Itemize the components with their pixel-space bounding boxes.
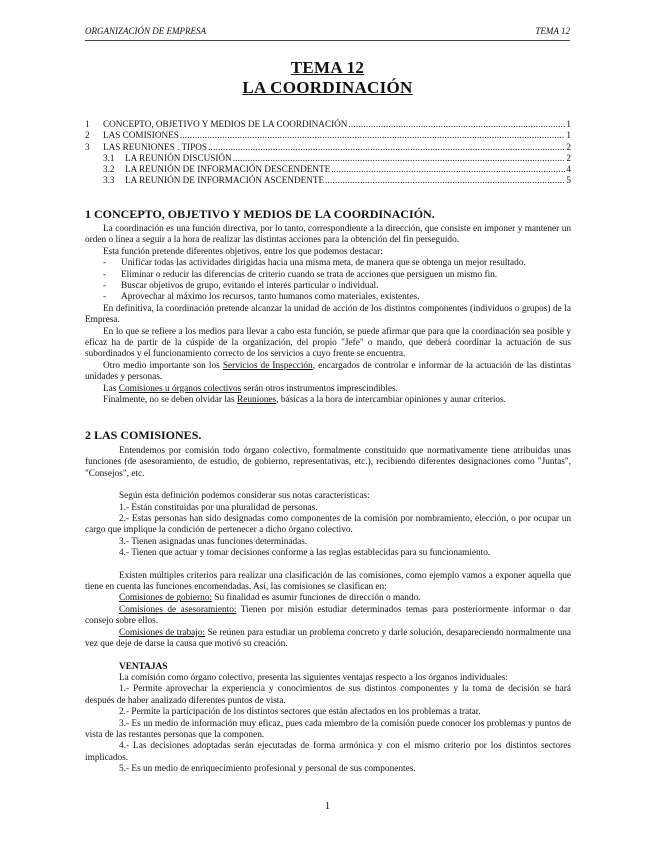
toc-entry[interactable] [85, 130, 571, 141]
list-item: 3.- Tienen asignadas unas funciones determinadas. [119, 536, 308, 547]
underlined-term: Servicios de Inspección [222, 360, 313, 371]
toc-leader [325, 175, 565, 186]
spacer [85, 560, 571, 571]
underlined-term: Comisiones u órganos colectivos [118, 383, 242, 394]
paragraph: En lo que se refiere a los medios para llevar a cabo esta función, se puede afirmar que para que la coordinación sea posible y eficaz ha de partir de la cúspide de la organización, del propio "Jefe" o mando, que deberá coordinar la actuación de sus subordinados y el funcionamiento correcto de los servicios a cuyo frente se encuentra. [85, 326, 571, 360]
toc-entry[interactable] [85, 119, 571, 130]
list-item: 4.- Las decisiones adoptadas serán ejecutadas de forma armónica y con el mismo criterio por los distintos sectores implicados. [85, 741, 571, 763]
paragraph: Según esta definición podemos considerar sus notas características: [119, 491, 370, 502]
list-item-text: Eliminar o reducir las diferencias de criterio cuando se trata de acciones que persiguen un mismo fin. [121, 269, 498, 280]
underlined-term: Comisiones de gobierno: [119, 593, 212, 604]
spacer [85, 651, 571, 662]
list-item-text: Unificar todas las actividades dirigidas hacia una misma meta, de manera que se obtenga un mejor resultado. [121, 258, 526, 269]
text: Finalmente, no se deben olvidar las [103, 395, 237, 406]
underlined-term: Reuniones [237, 395, 277, 406]
toc-title: LAS REUNIONES . TIPOS [103, 141, 207, 152]
subheading: VENTAJAS [119, 661, 168, 672]
toc-leader [208, 142, 565, 153]
table-of-contents [85, 119, 571, 187]
text: Tienen por misión estudiar determinados temas para posteriormente informar o dar consejo sobre ellos. [85, 604, 572, 627]
list-item: 2.- Estas personas han sido designadas como componentes de la comisión por nombramiento, elección, o por ocupar un cargo que implique la condición de pertenecer a dicho órgano colectivo. [85, 514, 571, 536]
toc-leader [180, 130, 566, 141]
list-item: 1.- Permite aprovechar la experiencia y conocimientos de sus distintos componentes y la toma de decisión se hará después de haber analizado diferentes puntos de vista. [85, 684, 571, 706]
toc-page: 2 [566, 152, 571, 163]
toc-title: LA REUNIÓN DE INFORMACIÓN DESCENDENTE [125, 164, 331, 175]
bullet-dash: - [103, 281, 107, 292]
list-item-text: Aprovechar al máximo los recursos, tanto humanos como materiales, existentes. [121, 292, 420, 303]
toc-entry[interactable] [85, 175, 571, 186]
paragraph: Entendemos por comisión todo órgano colectivo, formalmente constituido que normativamente tiene atribuidas unas funciones (de asesoramiento, de estudio, de gobierno, representativas, etc.), recibiendo diferentes designaciones como "Juntas", "Consejos", etc. [85, 446, 571, 479]
header-left: ORGANIZACIÓN DE EMPRESA [85, 26, 206, 36]
text: Las [103, 383, 119, 394]
list-item [85, 258, 571, 269]
spacer [85, 480, 571, 491]
toc-page: 1 [566, 130, 571, 141]
underlined-term: Comisiones de trabajo: [119, 627, 206, 638]
paragraph [85, 361, 571, 384]
text: serán otros instrumentos imprescindibles. [241, 383, 398, 394]
section-1-body [85, 224, 571, 407]
text: , encargados de controlar e informar de la actuación de las distintas unidades y personas. [85, 360, 571, 383]
list-item-text: Buscar objetivos de grupo, evitando el interés particular o individual. [121, 281, 379, 292]
header-right: TEMA 12 [535, 26, 570, 36]
toc-number: 3.3 [103, 175, 115, 186]
paragraph: Esta función pretende diferentes objetivos, entre los que podemos destacar: [103, 246, 383, 257]
toc-number: 3.2 [103, 164, 115, 175]
page-title [0, 58, 655, 98]
toc-title: LAS COMISIONES [103, 130, 179, 141]
text: , básicas a la hora de intercambiar opiniones y aunar criterios. [276, 395, 506, 406]
text: Su finalidad es asumir funciones de dirección o mando. [211, 593, 421, 604]
page-number: 1 [324, 800, 331, 812]
toc-leader [233, 153, 566, 164]
title-line-1: TEMA 12 [290, 58, 365, 77]
toc-entry[interactable] [85, 142, 571, 153]
list-item [85, 593, 571, 604]
list-item: 1.- Están constituidas por una pluralidad de personas. [119, 502, 318, 513]
list-item [85, 628, 571, 651]
toc-title: LA REUNIÓN DISCUSIÓN [125, 152, 232, 163]
text: Otro medio importante son los [103, 360, 223, 371]
list-item [85, 281, 571, 292]
bullet-dash: - [103, 258, 107, 269]
paragraph [85, 384, 571, 395]
toc-number: 3 [85, 141, 90, 152]
paragraph: La comisión como órgano colectivo, presenta las siguientes ventajas respecto a los órganos individuales: [119, 672, 508, 683]
list-item [85, 292, 571, 303]
paragraph: La coordinación es una función directiva, por lo tanto, correspondiente a la dirección, que consiste en imponer y mantener un orden o línea a seguir a la hora de realizar las distintas acciones para la obtención del fin perseguido. [85, 224, 571, 246]
toc-entry[interactable] [85, 164, 571, 175]
toc-title: CONCEPTO, OBJETIVO Y MEDIOS DE LA COORDINACIÓN [103, 119, 348, 129]
underlined-term: Comisiones de asesoramiento: [119, 604, 237, 615]
running-header [85, 26, 570, 41]
bullet-dash: - [103, 292, 107, 303]
section-2-heading: 2 LAS COMISIONES. [85, 428, 202, 442]
list-item: 5.- Es un medio de enriquecimiento profesional y personal de sus componentes. [119, 764, 416, 775]
section-1-heading: 1 CONCEPTO, OBJETIVO Y MEDIOS DE LA COORDINACIÓN. [85, 207, 435, 221]
toc-entry[interactable] [85, 153, 571, 164]
list-item [85, 605, 571, 628]
toc-title: LA REUNIÓN DE INFORMACIÓN ASCENDENTE [125, 175, 325, 186]
list-item [85, 270, 571, 281]
toc-page: 1 [566, 119, 571, 129]
toc-number: 1 [85, 119, 90, 129]
toc-number: 3.1 [103, 152, 115, 163]
toc-number: 2 [85, 130, 90, 141]
text: Se reúnen para estudiar un problema concreto y darle solución, desapareciendo normalmente una vez que deje de darse la causa que motivó su creación. [85, 627, 572, 650]
toc-page: 2 [566, 141, 571, 152]
paragraph: En definitiva, la coordinación pretende alcanzar la unidad de acción de los distintos componentes (individuos o grupos) de la Empresa. [85, 303, 571, 326]
toc-leader [348, 119, 565, 130]
list-item: 2.- Permite la participación de los distintos sectores que están afectados en los problemas a tratar. [119, 707, 481, 718]
paragraph: Existen múltiples criterios para realizar una clasificación de las comisiones, como ejemplo vamos a exponer aquella que tiene en cuenta las funciones encomendadas. Así, las comisiones se clasifican en: [85, 570, 571, 593]
toc-page: 5 [566, 175, 571, 186]
list-item: 4.- Tienen que actuar y tomar decisiones conforme a las reglas establecidas para su funcionamiento. [119, 548, 491, 559]
list-item: 3.- Es un medio de información muy eficaz, pues cada miembro de la comisión puede conocer los problemas y puntos de vista de las restantes personas que la componen. [85, 718, 571, 740]
title-line-2: LA COORDINACIÓN [242, 78, 413, 97]
section-2-body [85, 446, 571, 776]
bullet-dash: - [103, 269, 107, 280]
paragraph [85, 395, 571, 406]
toc-page: 4 [566, 164, 571, 175]
toc-leader [331, 164, 565, 175]
